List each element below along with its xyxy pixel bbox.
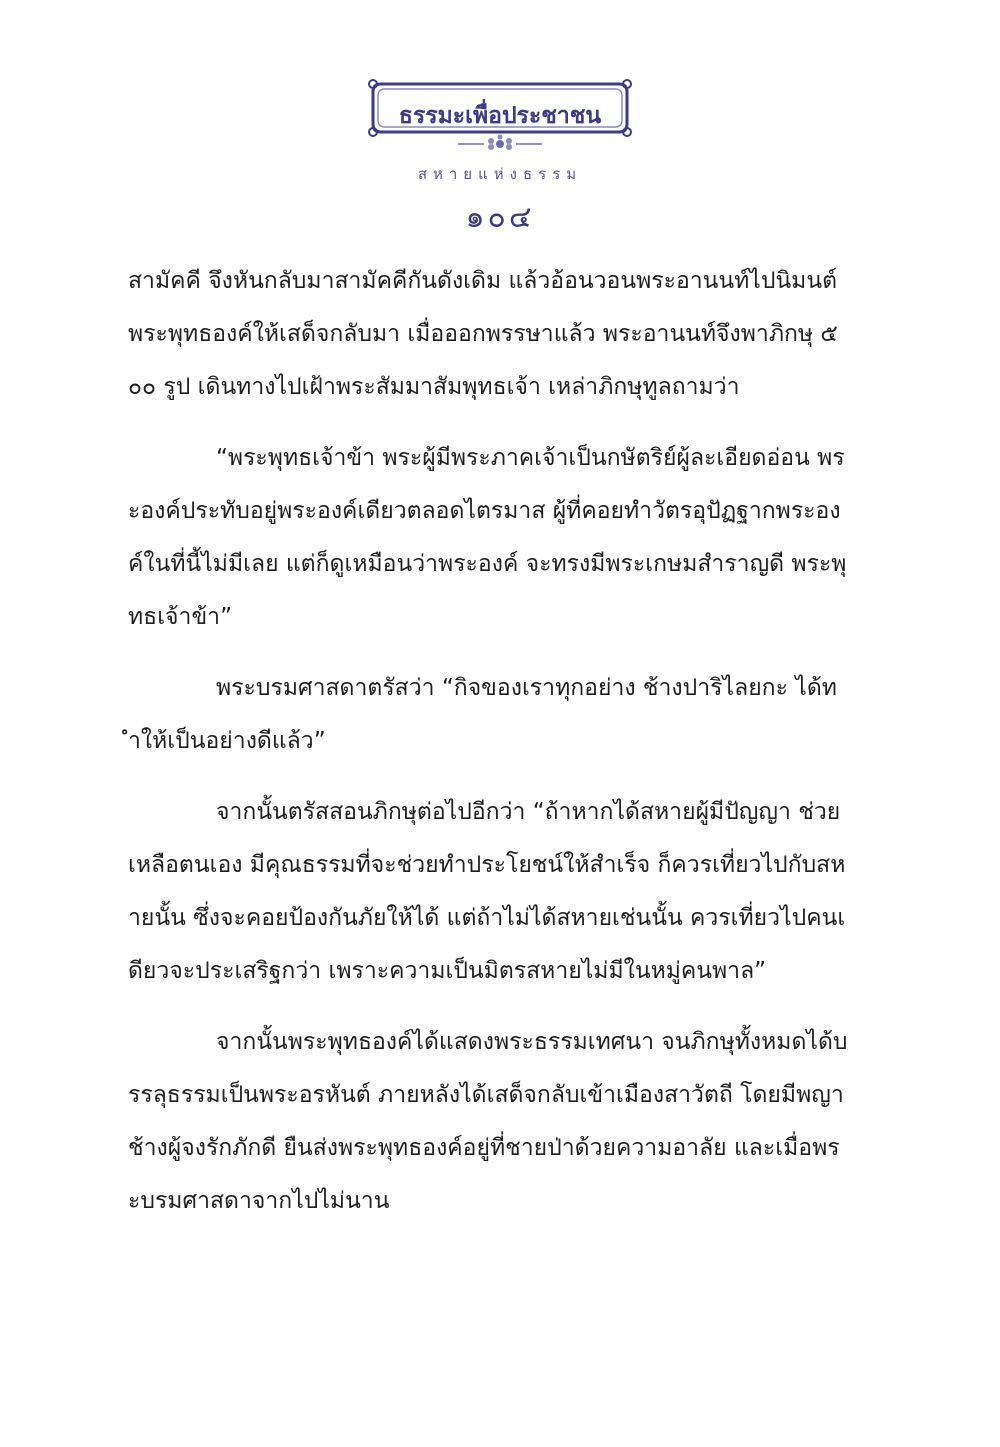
emblem-title: ธรรมะเพื่อประชาชน	[398, 103, 602, 129]
paragraph: พระบรมศาสดาตรัสว่า “กิจของเราทุกอย่าง ช้างปาริไลยกะ ได้ทำให้เป็นอย่างดีแล้ว”	[128, 675, 837, 754]
page-header	[0, 70, 1000, 280]
body-text	[128, 255, 848, 1246]
page-number: ๑๐๔	[465, 200, 535, 235]
book-subtitle: สหายแห่งธรรม	[417, 165, 583, 183]
paragraph: “พระพุทธเจ้าข้า พระผู้มีพระภาคเจ้าเป็นกษัตริย์ผู้ละเอียดอ่อน พระองค์ประทับอยู่พระองค์เดียวตลอดไตรมาส ผู้ที่คอยทำวัตรอุปัฏฐากพระองค์ในที่นี้ไม่มีเลย แต่ก็ดูเหมือนว่าพระองค์ จะทรงมีพระเกษมสำราญดี พระพุทธเจ้าข้า”	[128, 445, 847, 630]
ornament-icon	[458, 135, 542, 151]
paragraph: จากนั้นพระพุทธองค์ได้แสดงพระธรรมเทศนา จนภิกษุทั้งหมดได้บรรลุธรรมเป็นพระอรหันต์ ภายหลังได้เสด็จกลับเข้าเมืองสาวัตถี โดยมีพญาช้างผู้จงรักภักดี ยืนส่งพระพุทธองค์อยู่ที่ชายป่าด้วยความอาลัย และเมื่อพระบรมศาสดาจากไปไม่นาน	[128, 1029, 848, 1214]
paragraph: สามัคคี จึงหันกลับมาสามัคคีกันดังเดิม แล้วอ้อนวอนพระอานนท์ไปนิมนต์พระพุทธองค์ให้เสด็จกลับมา เมื่อออกพรรษาแล้ว พระอานนท์จึงพาภิกษุ ๕๐๐ รูป เดินทางไปเฝ้าพระสัมมาสัมพุทธเจ้า เหล่าภิกษุทูลถามว่า	[128, 268, 838, 400]
paragraph: จากนั้นตรัสสอนภิกษุต่อไปอีกว่า “ถ้าหากได้สหายผู้มีปัญญา ช่วยเหลือตนเอง มีคุณธรรมที่จะช่วยทำประโยชน์ให้สำเร็จ ก็ควรเที่ยวไปกับสหายนั้น ซึ่งจะคอยป้องกันภัยให้ได้ แต่ถ้าไม่ได้สหายเช่นนั้น ควรเที่ยวไปคนเดียวจะประเสริฐกว่า เพราะความเป็นมิตรสหายไม่มีในหมู่คนพาล”	[128, 799, 846, 984]
